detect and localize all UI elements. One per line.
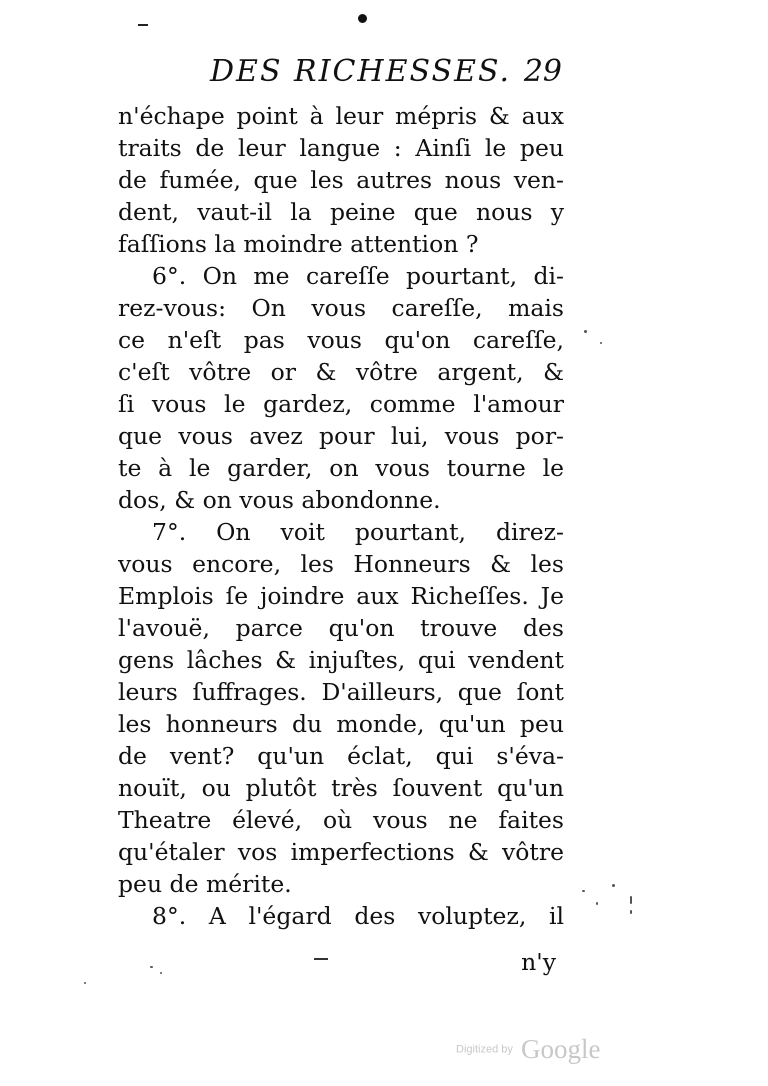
text-line: n'échape point à leur mépris & aux: [118, 102, 564, 130]
text-line: 6°. On me careſſe pourtant, di-: [152, 262, 564, 290]
ink-speck: [612, 884, 615, 887]
text-line: gens lâches & injuſtes, qui vendent: [118, 646, 564, 674]
digitized-watermark: [456, 1034, 600, 1065]
text-line: leurs ſuffrages. D'ailleurs, que ſont: [118, 678, 564, 706]
watermark-brand: Google: [520, 1034, 601, 1064]
ink-speck: [160, 972, 162, 974]
text-line: peu de mérite.: [118, 870, 292, 898]
ink-dash-mark: [314, 958, 328, 960]
text-line: te à le garder, on vous tourne le: [118, 454, 564, 482]
text-line: traits de leur langue : Ainſi le peu: [118, 134, 564, 162]
text-line: ce n'eſt pas vous qu'on careſſe,: [118, 326, 564, 354]
text-line: de vent? qu'un éclat, qui s'éva-: [118, 742, 564, 770]
text-line: 7°. On voit pourtant, direz-: [152, 518, 564, 546]
text-line: que vous avez pour lui, vous por-: [118, 422, 564, 450]
text-line: de fumée, que les autres nous ven-: [118, 166, 564, 194]
text-line: rez-vous: On vous careſſe, mais: [118, 294, 564, 322]
running-head: DES RICHESSES.: [210, 54, 511, 89]
ink-speck: [596, 902, 598, 905]
text-line: nouït, ou plutôt très ſouvent qu'un: [118, 774, 564, 802]
page-number: 29: [523, 54, 562, 89]
text-line: faſſions la moindre attention ?: [118, 230, 479, 258]
text-line: c'eſt vôtre or & vôtre argent, &: [118, 358, 564, 386]
ink-speck: [630, 910, 632, 914]
catchword: n'y: [521, 948, 556, 976]
watermark-prefix: Digitized by: [456, 1043, 513, 1056]
text-line: dos, & on vous abondonne.: [118, 486, 441, 514]
text-line: dent, vaut-il la peine que nous y: [118, 198, 564, 226]
text-line: Emplois ſe joindre aux Richeſſes. Je: [118, 582, 564, 610]
ink-speck: [582, 890, 585, 892]
ink-speck: [584, 330, 587, 333]
body-text: [118, 100, 564, 932]
ink-speck: [630, 896, 632, 904]
ink-speck: [150, 966, 153, 968]
page-header: [210, 54, 570, 98]
ink-speck: [600, 342, 602, 344]
ink-dash-mark: [138, 24, 148, 26]
text-line: l'avouë, parce qu'on trouve des: [118, 614, 564, 642]
ink-dot-mark: [358, 14, 367, 23]
text-line: les honneurs du monde, qu'un peu: [118, 710, 564, 738]
text-line: qu'étaler vos imperfections & vôtre: [118, 838, 564, 866]
text-line: 8°. A l'égard des voluptez, il: [152, 902, 564, 930]
text-line: ſi vous le gardez, comme l'amour: [118, 390, 564, 418]
text-line: vous encore, les Honneurs & les: [118, 550, 564, 578]
ink-speck: [84, 982, 86, 984]
text-line: Theatre élevé, où vous ne faites: [118, 806, 564, 834]
